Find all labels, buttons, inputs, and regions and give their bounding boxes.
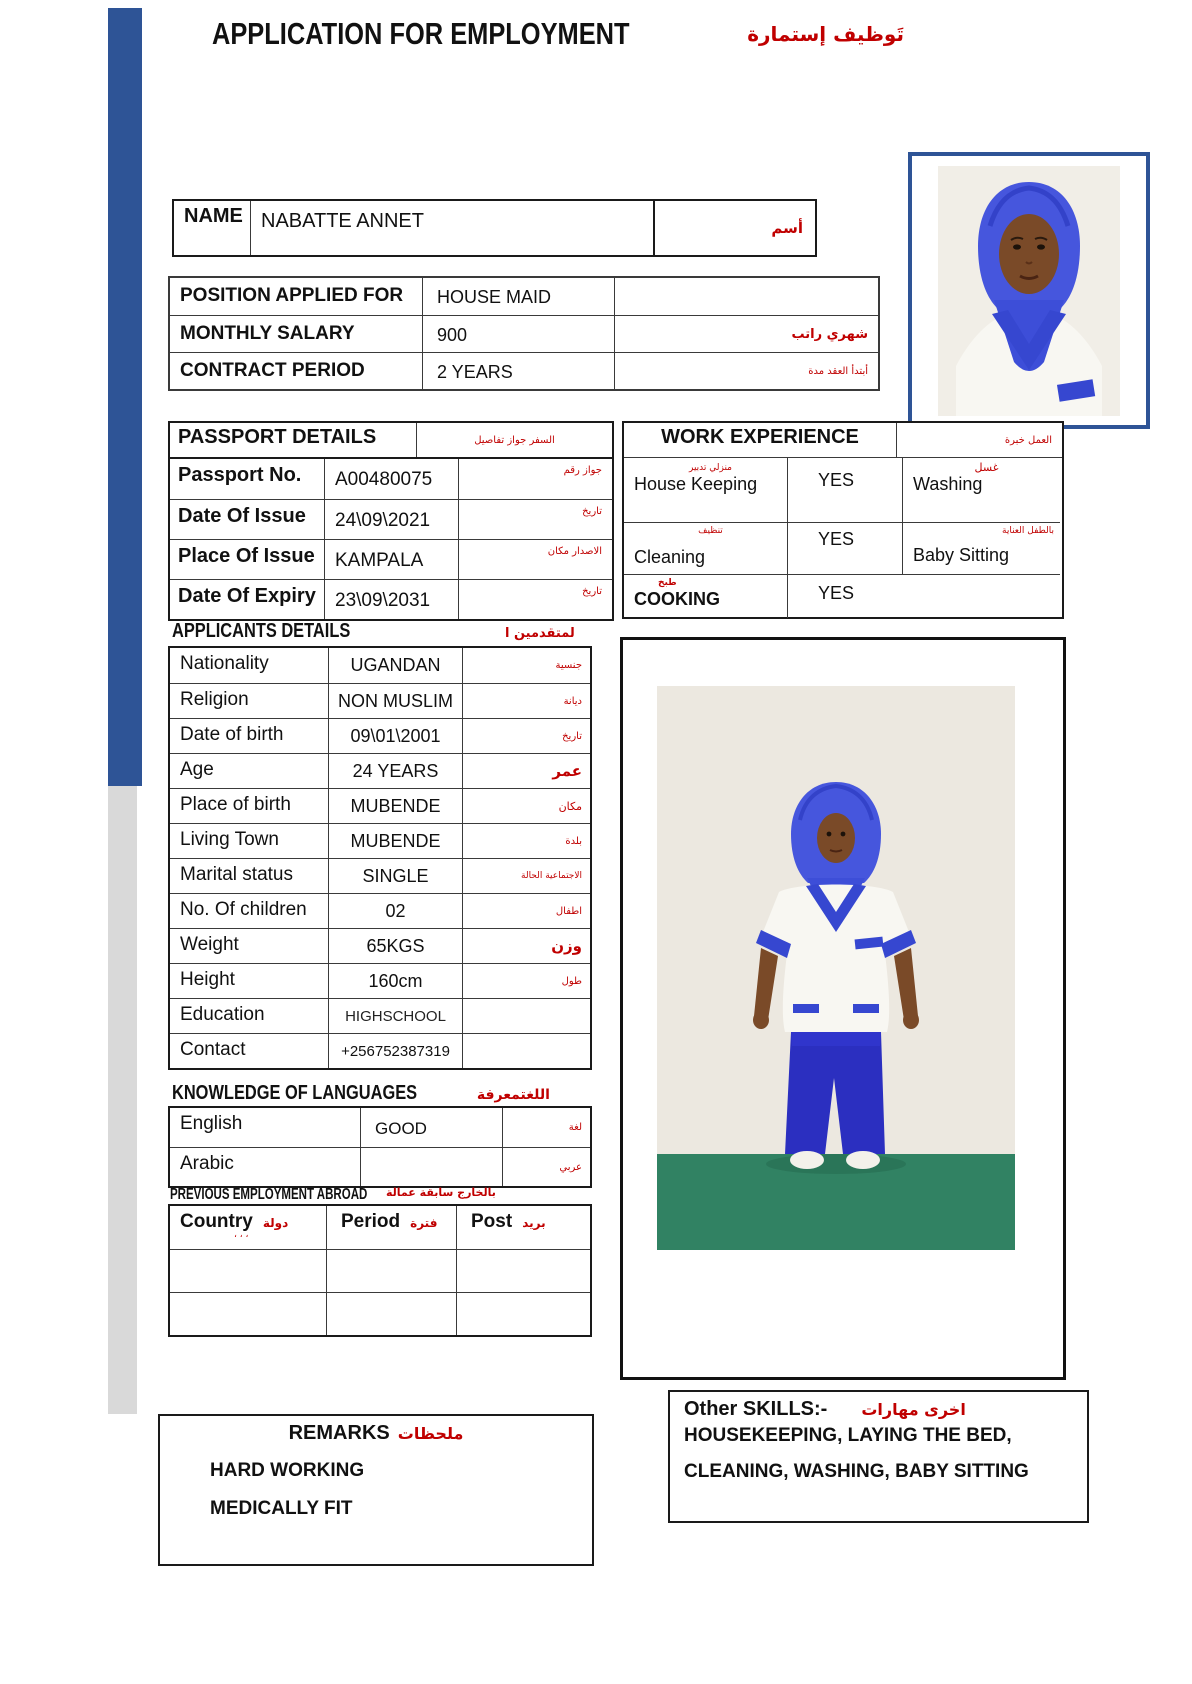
table-row	[170, 893, 590, 928]
children-label: No. Of children	[180, 899, 307, 920]
table-row	[170, 928, 590, 963]
living-town-arabic: بلدة	[462, 824, 590, 858]
arabic-arabic: عربي	[502, 1148, 590, 1186]
previous-employment-title: PREVIOUS EMPLOYMENT ABROAD	[170, 1186, 368, 1203]
skill-arabic: تنظيف	[698, 526, 723, 536]
languages-table	[168, 1106, 592, 1188]
education-value: HIGHSCHOOL	[328, 999, 462, 1033]
name-value: NABATTE ANNET	[250, 201, 653, 255]
work-experience-title-arabic: العمل خبرة	[896, 423, 1062, 457]
living-town-value: MUBENDE	[328, 824, 462, 858]
passport-photo	[938, 166, 1120, 416]
passport-no-arabic: جواز رقم	[458, 459, 612, 499]
work-experience-table	[622, 421, 1064, 619]
date-of-issue-arabic: تاريخ	[458, 500, 612, 539]
table-row	[170, 648, 590, 683]
table-row	[170, 278, 878, 315]
country-arabic-dots: ، ، ،	[234, 1230, 249, 1240]
table-row	[170, 315, 878, 352]
remarks-title-arabic: ملحظات	[397, 1424, 464, 1443]
salary-arabic: شهري راتب	[614, 316, 878, 352]
applicants-details-title: APPLICANTS DETAILS	[172, 620, 351, 642]
other-skills-title-arabic: اخرى مهارات	[861, 1400, 966, 1419]
table-row	[170, 753, 590, 788]
passport-details-header	[170, 423, 612, 459]
date-of-birth-arabic: تاريخ	[462, 719, 590, 753]
skill-cell	[624, 458, 787, 522]
passport-details-title: PASSPORT DETAILS	[178, 426, 377, 448]
work-experience-header	[624, 423, 1062, 458]
children-value: 02	[328, 894, 462, 928]
table-row	[170, 963, 590, 998]
age-arabic: عمر	[462, 754, 590, 788]
date-of-issue-value: 24\09\2021	[324, 500, 458, 539]
position-value: HOUSE MAID	[422, 278, 614, 315]
table-row	[170, 539, 612, 579]
table-row	[170, 499, 612, 539]
table-row	[170, 823, 590, 858]
other-skills-line: CLEANING, WASHING, BABY SITTING	[684, 1461, 1029, 1482]
position-label: POSITION APPLIED FOR	[180, 285, 404, 306]
religion-arabic: ديانة	[462, 684, 590, 718]
skill-cell	[624, 522, 787, 574]
marital-status-arabic: الاجتماعية الحالة	[462, 859, 590, 893]
skill-name: Baby Sitting	[913, 545, 1010, 565]
table-row	[170, 352, 878, 389]
english-arabic: لغة	[502, 1108, 590, 1147]
contact-label: Contact	[180, 1039, 246, 1060]
english-value: GOOD	[360, 1108, 502, 1147]
salary-label: MONTHLY SALARY	[180, 323, 355, 344]
full-body-photo	[657, 686, 1015, 1250]
contact-arabic	[462, 1034, 590, 1068]
empty-row	[170, 1249, 590, 1292]
skill-name: COOKING	[634, 589, 721, 609]
passport-details-table	[168, 421, 614, 621]
table-row	[170, 459, 612, 499]
languages-title: KNOWLEDGE OF LANGUAGES اللغتمعرفة	[172, 1082, 550, 1104]
country-header: Country دولة ، ، ،	[180, 1211, 289, 1240]
languages-title-arabic: اللغتمعرفة	[476, 1087, 550, 1103]
empty-row	[170, 1292, 590, 1335]
table-row	[170, 579, 612, 619]
remark-line: MEDICALLY FIT	[210, 1498, 353, 1519]
answer-cell	[787, 458, 902, 522]
skill-cell	[902, 458, 1060, 522]
position-table	[168, 276, 880, 391]
age-value: 24 YEARS	[328, 754, 462, 788]
arabic-label: Arabic	[180, 1153, 234, 1174]
place-of-issue-label: Place Of Issue	[178, 545, 315, 567]
post-header: Post بريد	[456, 1206, 590, 1249]
nationality-arabic: جنسية	[462, 648, 590, 683]
height-value: 160cm	[328, 964, 462, 998]
answer-cell	[787, 522, 902, 574]
religion-label: Religion	[180, 689, 249, 710]
salary-value: 900	[422, 316, 614, 352]
period-header: Period فترة	[326, 1206, 456, 1249]
answer-cell	[787, 574, 1060, 618]
skill-name: Washing	[913, 474, 983, 494]
page-title: APPLICATION FOR EMPLOYMENT	[212, 16, 630, 51]
date-of-issue-label: Date Of Issue	[178, 505, 306, 527]
education-label: Education	[180, 1004, 265, 1025]
weight-arabic: وزن	[462, 929, 590, 963]
name-table	[172, 199, 817, 257]
marital-status-label: Marital status	[180, 864, 293, 885]
marital-status-value: SINGLE	[328, 859, 462, 893]
passport-details-title-arabic: السفر جواز تفاصيل	[416, 423, 612, 457]
remarks-title: REMARKS ملحظات	[288, 1422, 464, 1444]
education-arabic	[462, 999, 590, 1033]
name-label-arabic: أسم	[653, 201, 815, 255]
living-town-label: Living Town	[180, 829, 279, 850]
nationality-label: Nationality	[180, 653, 269, 674]
table-row	[170, 718, 590, 753]
skill-name: House Keeping	[634, 474, 758, 494]
remark-line: HARD WORKING	[210, 1460, 365, 1481]
passport-no-label: Passport No.	[178, 464, 302, 486]
weight-value: 65KGS	[328, 929, 462, 963]
table-row	[170, 998, 590, 1033]
skill-cell	[902, 522, 1060, 574]
answer-value: YES	[818, 470, 855, 490]
table-row	[170, 683, 590, 718]
contract-label: CONTRACT PERIOD	[180, 360, 365, 381]
contact-value: +256752387319	[328, 1034, 462, 1068]
skill-cell	[624, 574, 787, 618]
left-gray-bar	[108, 786, 137, 1414]
table-row	[170, 1108, 590, 1147]
table-row	[170, 1147, 590, 1186]
skill-name: Cleaning	[634, 547, 706, 567]
remarks-box	[158, 1414, 594, 1566]
date-of-expiry-label: Date Of Expiry	[178, 585, 316, 607]
skill-arabic: طبخ	[658, 578, 677, 588]
skill-arabic: منزلي تدبير	[688, 463, 733, 473]
name-label: NAME	[184, 205, 243, 227]
passport-no-value: A00480075	[324, 459, 458, 499]
height-label: Height	[180, 969, 235, 990]
date-of-expiry-value: 23\09\2031	[324, 580, 458, 619]
place-of-birth-label: Place of birth	[180, 794, 291, 815]
work-experience-title: WORK EXPERIENCE	[661, 426, 859, 448]
arabic-value	[360, 1148, 502, 1186]
form-title-row	[212, 16, 904, 52]
nationality-value: UGANDAN	[328, 648, 462, 683]
english-label: English	[180, 1113, 243, 1134]
skill-arabic: غسل	[974, 461, 999, 474]
place-of-birth-arabic: مكان	[462, 789, 590, 823]
weight-label: Weight	[180, 934, 239, 955]
place-of-birth-value: MUBENDE	[328, 789, 462, 823]
date-of-birth-label: Date of birth	[180, 724, 284, 745]
position-arabic	[614, 278, 878, 315]
skill-arabic: بالطفل العناية	[1002, 526, 1054, 536]
answer-value: YES	[818, 583, 855, 603]
table-row	[170, 1033, 590, 1068]
page-title-arabic: تَوظيف إستمارة	[747, 22, 904, 46]
place-of-issue-value: KAMPALA	[324, 540, 458, 579]
other-skills-line: HOUSEKEEPING, LAYING THE BED,	[684, 1425, 1012, 1446]
applicants-details-title-arabic: لمتقدمين ا	[505, 626, 575, 641]
religion-value: NON MUSLIM	[328, 684, 462, 718]
table-row	[170, 788, 590, 823]
full-body-photo-frame	[620, 637, 1066, 1380]
table-row	[170, 858, 590, 893]
previous-employment-title-arabic: بالخارج سابقة عمالة	[386, 1186, 496, 1199]
contract-value: 2 YEARS	[422, 353, 614, 389]
table-header-row	[170, 1206, 590, 1249]
place-of-issue-arabic: الاصدار مكان	[458, 540, 612, 579]
answer-value: YES	[818, 529, 855, 549]
applicants-details-table	[168, 646, 592, 1070]
date-of-birth-value: 09\01\2001	[328, 719, 462, 753]
date-of-expiry-arabic: تاريخ	[458, 580, 612, 619]
contract-arabic: أبتدأ العقد مدة	[614, 353, 878, 389]
age-label: Age	[180, 759, 214, 780]
height-arabic: طول	[462, 964, 590, 998]
other-skills-title: Other SKILLS:- اخرى مهارات	[684, 1398, 966, 1420]
other-skills-box	[668, 1390, 1089, 1523]
previous-employment-table	[168, 1204, 592, 1337]
children-arabic: اطفال	[462, 894, 590, 928]
passport-photo-frame	[908, 152, 1150, 429]
left-accent-bar	[108, 8, 142, 786]
